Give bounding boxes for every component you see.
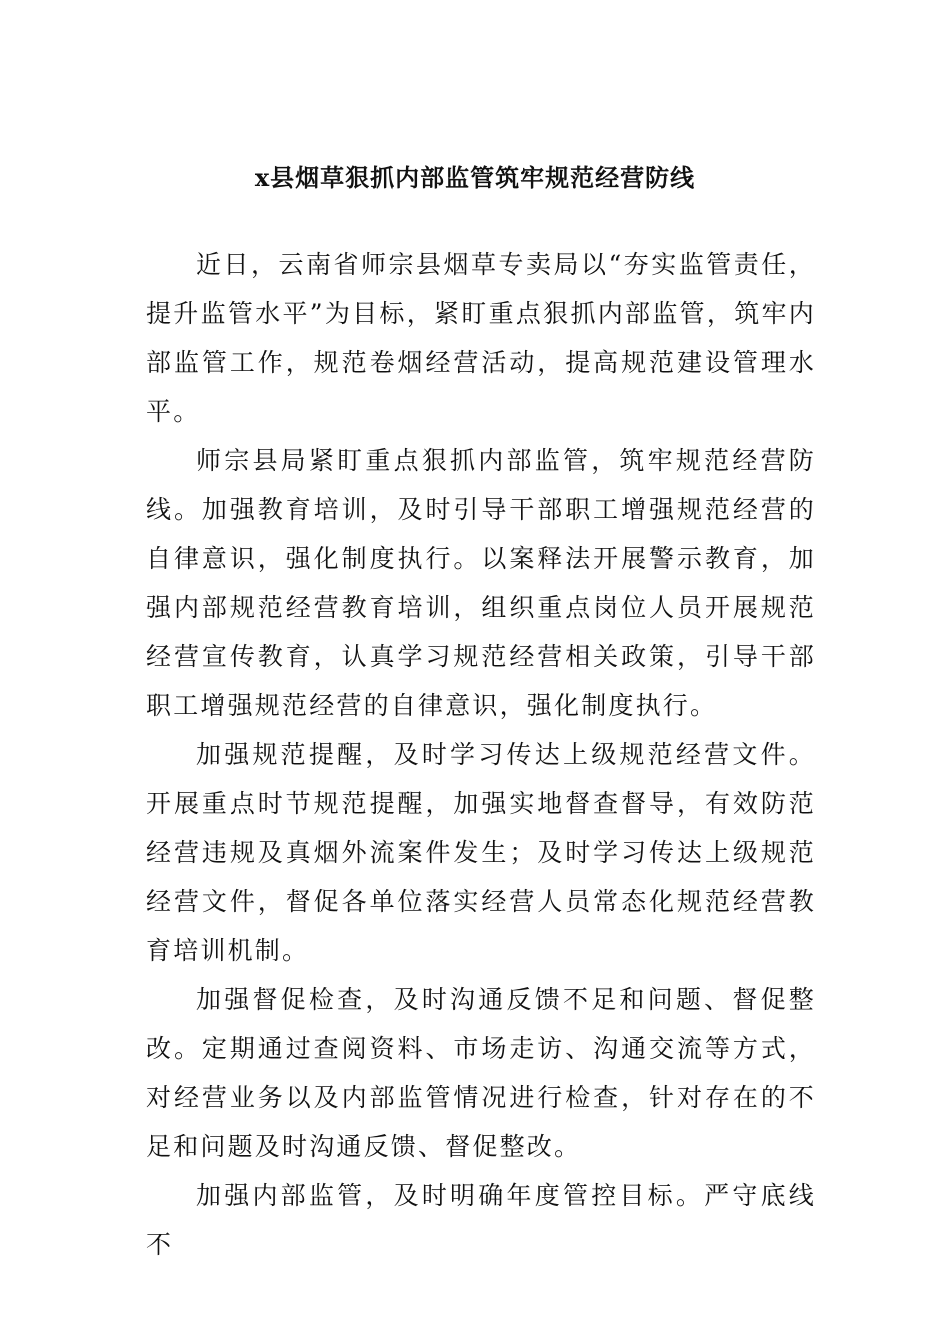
paragraph-3: 加强规范提醒，及时学习传达上级规范经营文件。开展重点时节规范提醒，加强实地督查督导，有效防范经营违规及真烟外流案件发生；及时学习传达上级规范经营文件，督促各单位落实经营人员常态化规范经营教育培训机制。 <box>146 740 816 965</box>
document-body <box>146 240 816 1269</box>
paragraph-2: 师宗县局紧盯重点狠抓内部监管，筑牢规范经营防线。加强教育培训，及时引导干部职工增强规范经营的自律意识，强化制度执行。以案释法开展警示教育，加强内部规范经营教育培训，组织重点岗位人员开展规范经营宣传教育，认真学习规范经营相关政策，引导干部职工增强规范经营的自律意识，强化制度执行。 <box>146 446 816 720</box>
paragraph-1: 近日，云南省师宗县烟草专卖局以“夯实监管责任，提升监管水平”为目标，紧盯重点狠抓内部监管，筑牢内部监管工作，规范卷烟经营活动，提高规范建设管理水平。 <box>146 250 816 426</box>
paragraph-5: 加强内部监管，及时明确年度管控目标。严守底线不 <box>146 1181 816 1259</box>
document-title: x县烟草狠抓内部监管筑牢规范经营防线 <box>254 163 696 192</box>
paragraph-4: 加强督促检查，及时沟通反馈不足和问题、督促整改。定期通过查阅资料、市场走访、沟通交流等方式，对经营业务以及内部监管情况进行检查，针对存在的不足和问题及时沟通反馈、督促整改。 <box>146 985 816 1161</box>
